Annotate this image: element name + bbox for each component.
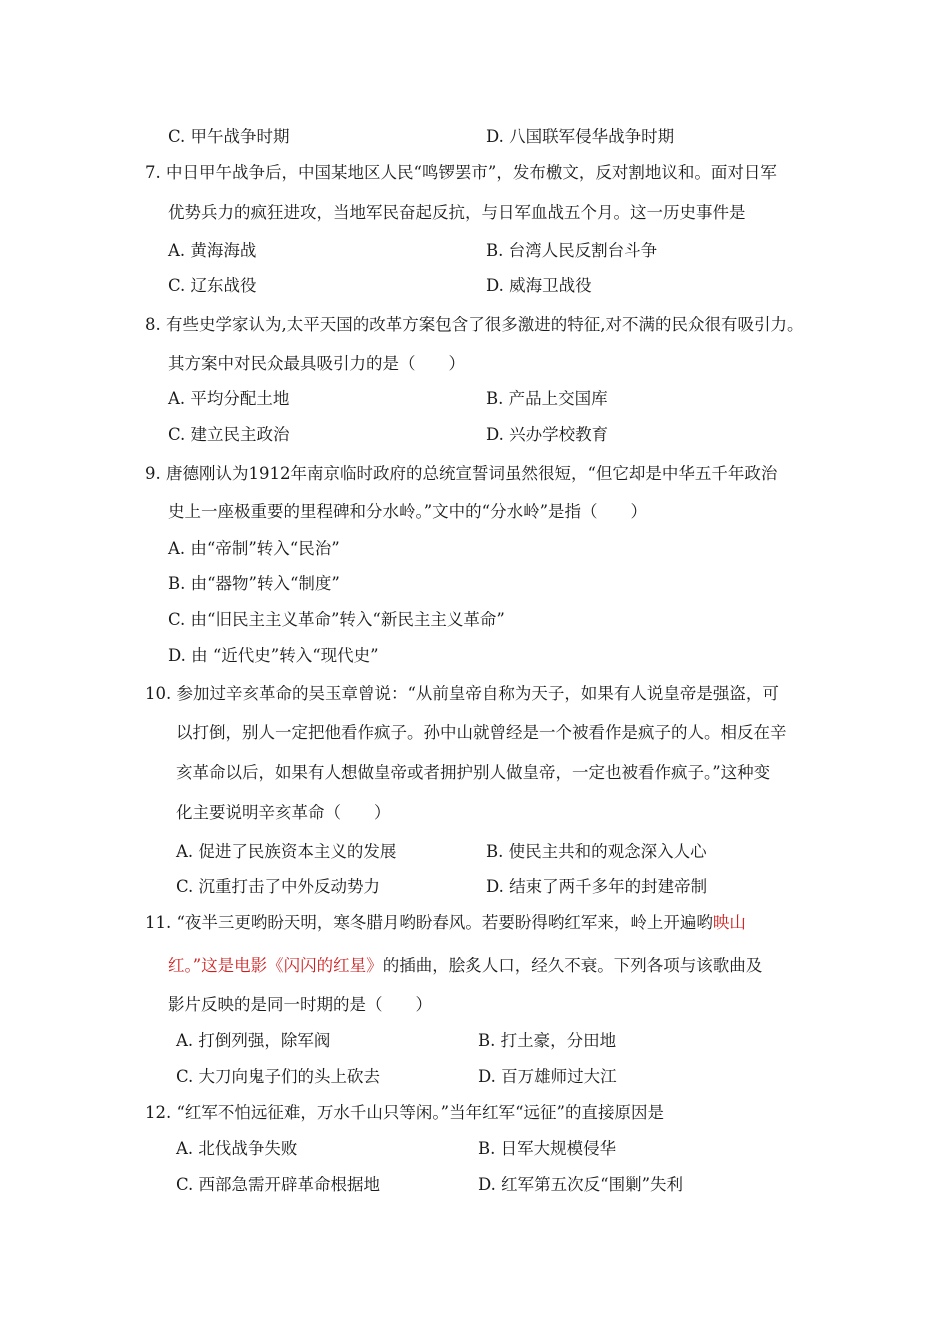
q10-stem-line-1: 10. 参加过辛亥革命的吴玉章曾说：“从前皇帝自称为天子，如果有人说皇帝是强盗，可 [145,684,779,703]
q10-option-b: B. 使民主共和的观念深入人心 [486,842,707,861]
q12-option-c: C. 西部急需开辟革命根据地 [176,1175,381,1194]
q8-option-c: C. 建立民主政治 [168,425,290,444]
q11-stem-line-1 [145,912,746,934]
q11-stem-line-1-text: 11. “夜半三更哟盼天明，寒冬腊月哟盼春风。若要盼得哟红军来，岭上开遍哟 [145,913,713,932]
q7-stem-line-2: 优势兵力的疯狂进攻，当地军民奋起反抗，与日军血战五个月。这一历史事件是 [168,203,746,222]
q10-option-d: D. 结束了两千多年的封建帝制 [486,877,708,896]
q6-option-c: C. 甲午战争时期 [168,127,290,146]
q12-option-d: D. 红军第五次反“围剿”失利 [478,1175,684,1194]
q6-option-d: D. 八国联军侵华战争时期 [486,127,675,146]
q11-stem-line-3: 影片反映的是同一时期的是（ ） [168,995,432,1014]
q11-stem-line-1-highlight: 映山 [712,913,746,932]
q11-option-a: A. 打倒列强，除军阀 [176,1031,331,1050]
q8-stem-line-1: 8. 有些史学家认为,太平天国的改革方案包含了很多激进的特征,对不满的民众很有吸引力。 [145,315,804,334]
q8-stem-line-2: 其方案中对民众最具吸引力的是（ ） [168,354,465,373]
q11-option-c: C. 大刀向鬼子们的头上砍去 [176,1067,381,1086]
q11-stem-line-2-text: 的插曲，脍炙人口，经久不衰。下列各项与该歌曲及 [382,956,763,975]
q9-stem-line-2: 史上一座极重要的里程碑和分水岭。”文中的“分水岭”是指（ ） [168,502,648,521]
q12-option-b: B. 日军大规模侵华 [478,1139,617,1158]
q9-option-c: C. 由“旧民主主义革命”转入“新民主主义革命” [168,610,505,629]
q7-option-c: C. 辽东战役 [168,276,257,295]
q7-stem-line-1: 7. 中日甲午战争后，中国某地区人民“鸣锣罢市”，发布檄文，反对割地议和。面对日军 [145,163,777,182]
q10-option-c: C. 沉重打击了中外反动势力 [176,877,381,896]
q12-option-a: A. 北伐战争失败 [176,1139,298,1158]
q11-option-b: B. 打土豪，分田地 [478,1031,617,1050]
q10-stem-line-2: 以打倒，别人一定把他看作疯子。孙中山就曾经是一个被看作是疯子的人。相反在辛 [176,723,787,742]
q8-option-a: A. 平均分配土地 [168,389,290,408]
q11-stem-line-2 [168,955,762,977]
q10-stem-line-4: 化主要说明辛亥革命（ ） [176,803,391,822]
q10-option-a: A. 促进了民族资本主义的发展 [176,842,397,861]
q7-option-d: D. 威海卫战役 [486,276,592,295]
q8-option-d: D. 兴办学校教育 [486,425,609,444]
q9-stem-line-1: 9. 唐德刚认为1912年南京临时政府的总统宣誓词虽然很短，“但它却是中华五千年政治 [145,464,778,483]
q9-option-a: A. 由“帝制”转入“民治” [168,539,340,558]
q7-option-b: B. 台湾人民反割台斗争 [486,241,658,260]
q9-option-d: D. 由 “近代史”转入“现代史” [168,646,379,665]
q11-option-d: D. 百万雄师过大江 [478,1067,617,1086]
q11-stem-line-2-highlight: 红。”这是电影《闪闪的红星》 [168,956,383,975]
q8-option-b: B. 产品上交国库 [486,389,608,408]
q10-stem-line-3: 亥革命以后，如果有人想做皇帝或者拥护别人做皇帝，一定也被看作疯子。”这种变 [176,763,771,782]
q7-option-a: A. 黄海海战 [168,241,257,260]
q12-stem-line-1: 12. “红军不怕远征难，万水千山只等闲。”当年红军“远征”的直接原因是 [145,1103,664,1122]
q9-option-b: B. 由“器物”转入“制度” [168,574,340,593]
